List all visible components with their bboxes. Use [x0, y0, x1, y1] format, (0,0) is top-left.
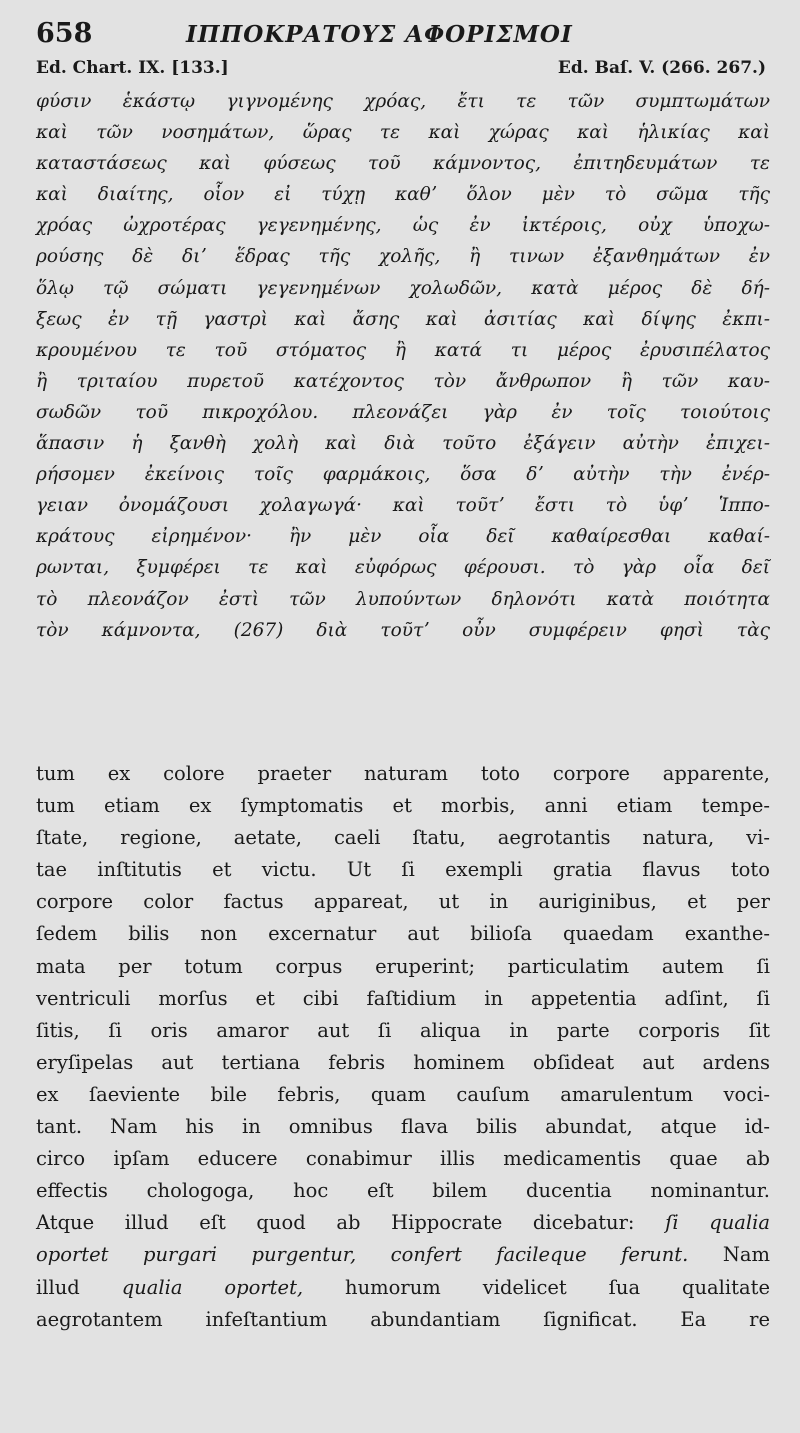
greek-line: κρουμένου τε τοῦ στόματος ἢ κατά τι μέρος ἐρυσιπέλατος [36, 339, 770, 361]
latin-segment: illud [36, 1275, 80, 1299]
latin-line [36, 790, 770, 822]
edition-references [36, 58, 770, 84]
greek-line: καὶ τῶν νοσημάτων, ὥρας τε καὶ χώρας καὶ ἡλικίας καὶ [36, 122, 770, 144]
latin-line [36, 1143, 770, 1175]
latin-quote: ſi qualia [665, 1211, 770, 1235]
latin-line [36, 822, 770, 854]
edition-left: Ed. Chart. IX. [133.] [36, 58, 229, 78]
latin-segment: tum ex colore praeter naturam toto corpore apparente, [36, 762, 770, 785]
latin-line [36, 918, 770, 950]
latin-line [36, 886, 770, 918]
latin-segment: mata per totum corpus eruperint; particulatim autem ſi [36, 954, 770, 978]
page-number: 658 [36, 18, 93, 49]
latin-segment: effectis chologoga, hoc eſt bilem ducentia nominantur. [36, 1179, 770, 1203]
latin-line [36, 758, 770, 790]
latin-segment: circo ipſam educere conabimur illis medicamentis quae ab [36, 1147, 770, 1171]
greek-line: φύσιν ἑκάστῳ γιγνομένης χρόας, ἔτι τε τῶν συμπτωμάτων [36, 91, 770, 112]
latin-segment: Atque illud eſt quod ab Hippocrate dicebatur: [36, 1211, 635, 1235]
latin-line [36, 1015, 770, 1047]
running-title: ΙΠΠΟΚΡΑΤΟΥΣ ΑΦΟΡΙΣΜΟΙ [186, 21, 573, 48]
latin-line [36, 1239, 770, 1271]
greek-line: ξεως ἐν τῇ γαστρὶ καὶ ἄσης καὶ ἀσιτίας καὶ δίψης ἐκπι- [36, 308, 770, 330]
latin-segment: ſtate, regione, aetate, caeli ſtatu, aegrotantis natura, vi- [36, 826, 770, 850]
latin-line [36, 1079, 770, 1111]
greek-line: κράτους εἰρημένον· ἢν μὲν οἷα δεῖ καθαίρεσθαι καθαί- [36, 526, 770, 548]
greek-line: ἢ τριταίου πυρετοῦ κατέχοντος τὸν ἄνθρωπον ἢ τῶν καυ- [36, 370, 770, 392]
greek-line: ρούσης δὲ διʼ ἕδρας τῆς χολῆς, ἢ τινων ἐξανθημάτων ἐν [36, 246, 770, 268]
greek-line: καὶ διαίτης, οἷον εἰ τύχῃ καθʼ ὅλον μὲν τὸ σῶμα τῆς [36, 184, 770, 206]
latin-line [36, 1272, 770, 1304]
latin-quote: oportet purgari purgentur, confert facileque ferunt. [36, 1243, 689, 1267]
greek-line: τὸν κάμνοντα, (267) διὰ τοῦτʼ οὖν συμφέρειν φησὶ τὰς [36, 619, 770, 641]
latin-line [36, 1111, 770, 1143]
latin-quote: qualia oportet, [121, 1275, 304, 1299]
greek-line: χρόας ὠχροτέρας γεγενημένης, ὡς ἐν ἰκτέροις, οὐχ ὑποχω- [36, 215, 770, 237]
greek-line: σωδῶν τοῦ πικροχόλου. πλεονάζει γὰρ ἐν τοῖς τοιούτοις [36, 401, 770, 423]
latin-line [36, 1175, 770, 1207]
latin-segment: ſitis, ſi oris amaror aut ſi aliqua in parte corporis ſit [36, 1018, 770, 1042]
latin-text [36, 758, 770, 1336]
latin-line [36, 1207, 770, 1239]
latin-segment: eryſipelas aut tertiana febris hominem obſideat aut ardens [36, 1050, 770, 1074]
greek-line: καταστάσεως καὶ φύσεως τοῦ κάμνοντος, ἐπιτηδευμάτων τε [36, 153, 770, 175]
latin-line [36, 951, 770, 983]
latin-segment: Nam [722, 1243, 770, 1267]
greek-text [36, 86, 770, 646]
latin-line [36, 1304, 770, 1336]
greek-line: ὅλῳ τῷ σώματι γεγενημένων χολωδῶν, κατὰ μέρος δὲ δή- [36, 277, 770, 299]
latin-segment: aegrotantem infeſtantium abundantiam ſignificat. Ea re [36, 1307, 770, 1331]
latin-segment: humorum videlicet ſua qualitate [345, 1275, 770, 1299]
latin-segment: corpore color factus appareat, ut in auriginibus, et per [36, 890, 770, 914]
edition-right: Ed. Baſ. V. (266. 267.) [557, 58, 766, 78]
latin-segment: tant. Nam his in omnibus flava bilis abundat, atque id- [36, 1115, 770, 1139]
latin-segment: ex ſaeviente bile febris, quam cauſum amarulentum voci- [36, 1082, 770, 1106]
latin-line [36, 1047, 770, 1079]
greek-line: τὸ πλεονάζον ἐστὶ τῶν λυπούντων δηλονότι κατὰ ποιότητα [36, 588, 770, 610]
page-header [36, 18, 770, 58]
latin-segment: ſedem bilis non excernatur aut bilioſa quaedam exanthe- [36, 922, 770, 946]
greek-line: ρωνται, ξυμφέρει τε καὶ εὐφόρως φέρουσι. τὸ γὰρ οἷα δεῖ [36, 557, 770, 579]
latin-line [36, 983, 770, 1015]
greek-line: γειαν ὀνομάζουσι χολαγωγά· καὶ τοῦτʼ ἔστι τὸ ὑφʼ Ἱππο- [36, 495, 770, 517]
greek-line: ρήσομεν ἐκείνοις τοῖς φαρμάκοις, ὅσα δʼ αὐτὴν τὴν ἐνέρ- [36, 464, 770, 486]
latin-segment: tae inſtitutis et victu. Ut ſi exempli gratia flavus toto [36, 858, 770, 882]
latin-segment: tum etiam ex ſymptomatis et morbis, anni etiam tempe- [36, 794, 770, 818]
latin-segment: ventriculi morſus et cibi faſtidium in appetentia adſint, ſi [36, 986, 770, 1010]
latin-line [36, 854, 770, 886]
greek-line: ἅπασιν ἡ ξανθὴ χολὴ καὶ διὰ τοῦτο ἐξάγειν αὐτὴν ἐπιχει- [36, 433, 770, 455]
